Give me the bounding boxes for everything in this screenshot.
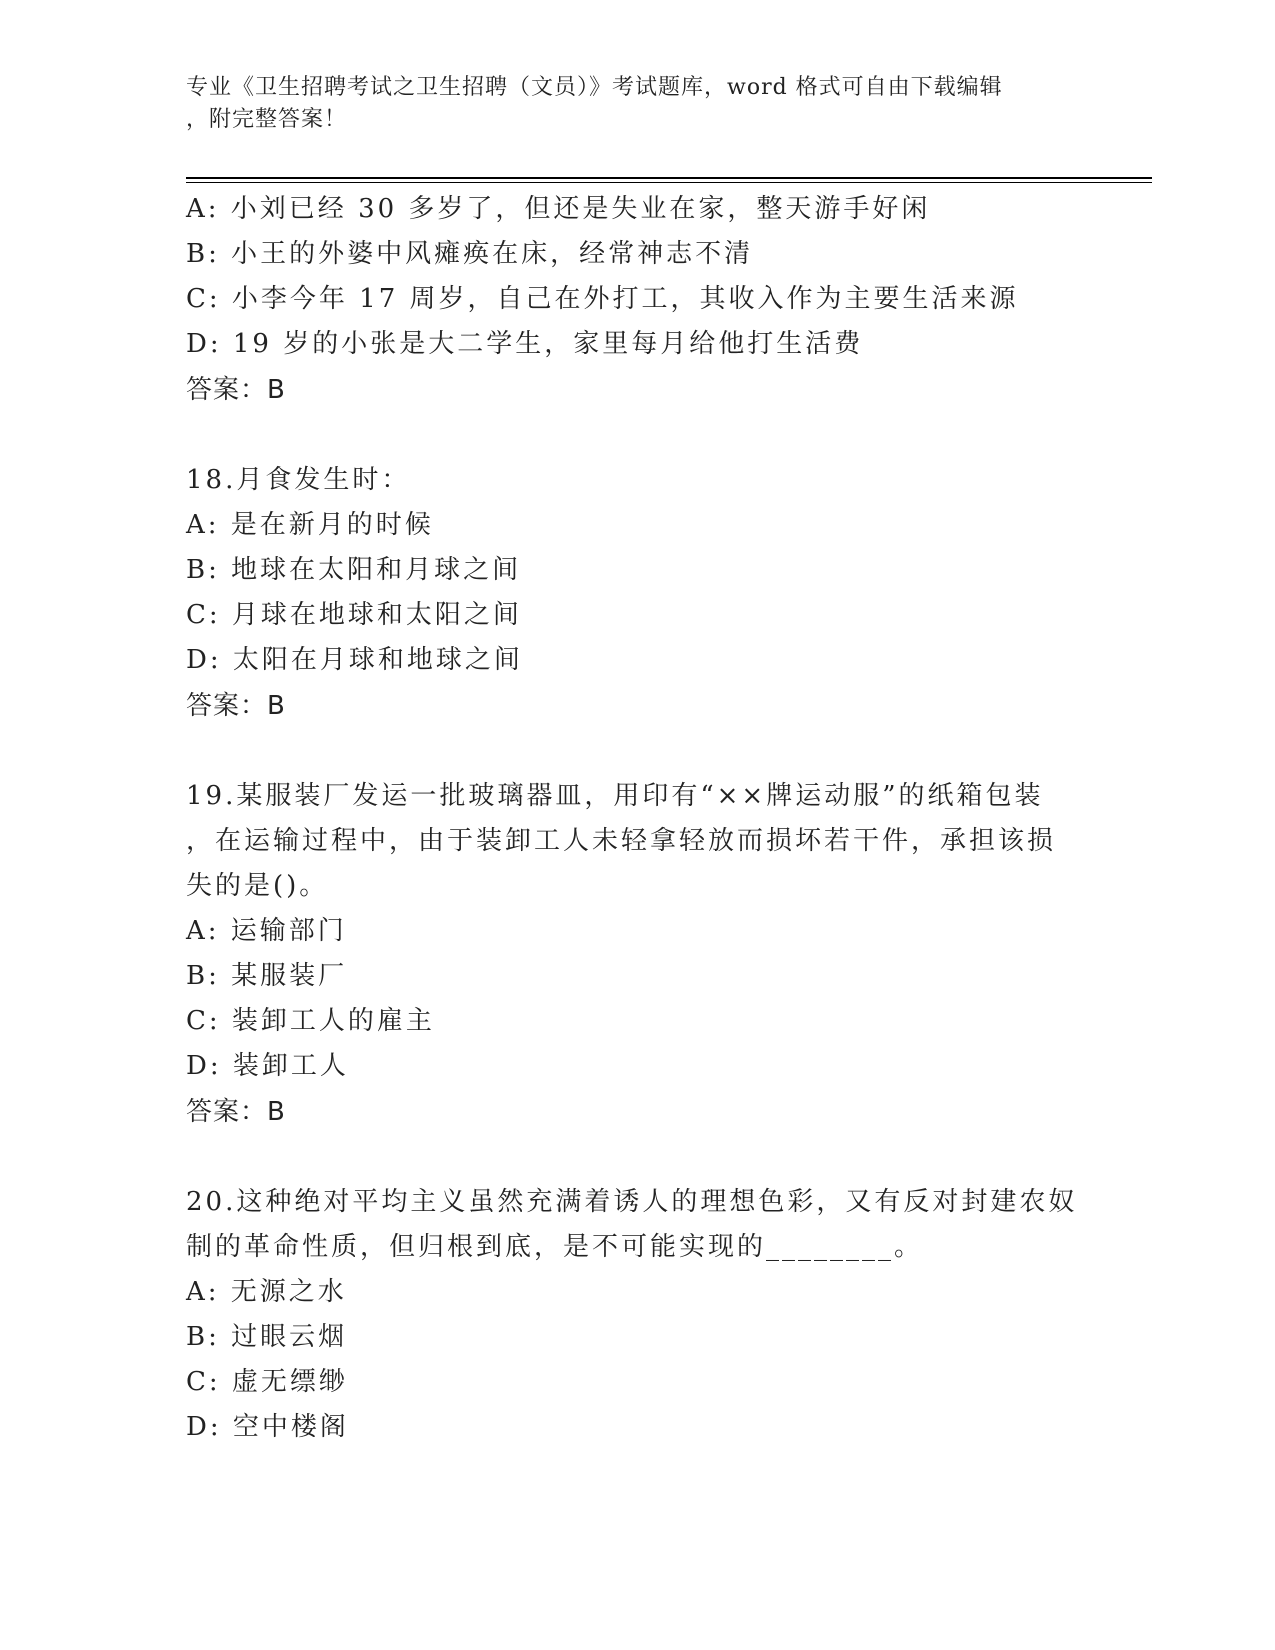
q18-stem: 18.月食发生时： — [186, 465, 411, 495]
q18-answer: 答案：B — [186, 691, 286, 721]
prev-option-c: C: 小李今年 17 周岁，自己在外打工，其收入作为主要生活来源 — [186, 284, 1019, 314]
q20-stem-line-1: 20.这种绝对平均主义虽然充满着诱人的理想色彩，又有反对封建农奴 — [186, 1187, 1078, 1217]
q19-option-a: A: 运输部门 — [186, 916, 347, 946]
q20-stem-line-2: 制的革命性质，但归根到底，是不可能实现的________。 — [186, 1232, 924, 1262]
prev-option-d: D: 19 岁的小张是大二学生，家里每月给他打生活费 — [186, 329, 864, 359]
q18-option-c: C: 月球在地球和太阳之间 — [186, 600, 522, 630]
q20-option-b: B: 过眼云烟 — [186, 1322, 348, 1352]
q19-option-b: B: 某服装厂 — [186, 961, 348, 991]
q19-stem-line-3: 失的是()。 — [186, 871, 329, 901]
prev-option-a: A: 小刘已经 30 多岁了，但还是失业在家，整天游手好闲 — [186, 194, 931, 224]
q18-option-b: B: 地球在太阳和月球之间 — [186, 555, 522, 585]
q19-option-d: D: 装卸工人 — [186, 1051, 349, 1081]
q19-stem-line-1: 19.某服装厂发运一批玻璃器皿，用印有“××牌运动服”的纸箱包装 — [186, 781, 1044, 811]
header-divider-thin — [186, 182, 1152, 183]
prev-option-b: B: 小王的外婆中风瘫痪在床，经常神志不清 — [186, 239, 754, 269]
q20-option-a: A: 无源之水 — [186, 1277, 347, 1307]
prev-answer: 答案：B — [186, 375, 286, 405]
header-line-2: ，附完整答案！ — [186, 107, 348, 132]
q19-option-c: C: 装卸工人的雇主 — [186, 1006, 435, 1036]
header-line-1: 专业《卫生招聘考试之卫生招聘（文员）》考试题库，word 格式可自由下载编辑 — [186, 75, 1003, 100]
q19-stem-line-2: ，在运输过程中，由于装卸工人未轻拿轻放而损坏若干件，承担该损 — [186, 826, 1057, 856]
q20-option-c: C: 虚无缥缈 — [186, 1367, 348, 1397]
q20-option-d: D: 空中楼阁 — [186, 1412, 349, 1442]
q19-answer: 答案：B — [186, 1097, 286, 1127]
q18-option-a: A: 是在新月的时候 — [186, 510, 434, 540]
document-header — [186, 72, 1066, 136]
header-divider-thick — [186, 177, 1152, 179]
q18-option-d: D: 太阳在月球和地球之间 — [186, 645, 523, 675]
